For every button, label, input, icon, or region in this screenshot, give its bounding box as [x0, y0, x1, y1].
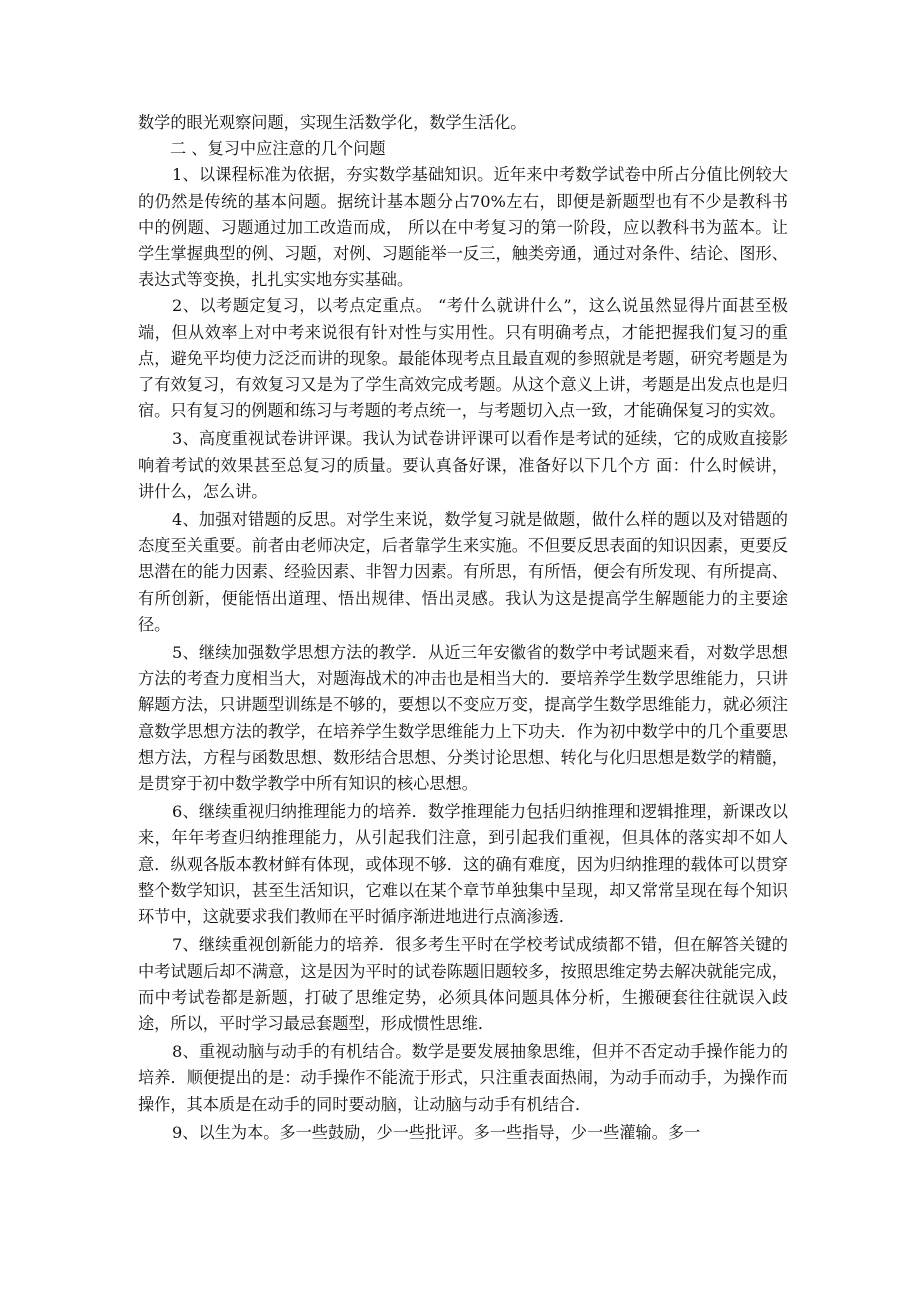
paragraph-item-4: 4、加强对错题的反思。对学生来说，数学复习就是做题，做什么样的题以及对错题的态度至关重要。前者由老师决定，后者靠学生来实施。不但要反思表面的知识因素，更要反思潜在的能力因素、经验因素、非智力因素。有所思，有所悟，便会有所发现、有所提高、有所创新，便能悟出道理、悟出规律、悟出灵感。我认为这是提高学生解题能力的主要途径。 [138, 510, 788, 634]
paragraph-item-5: 5、继续加强数学思想方法的教学．从近三年安徽省的数学中考试题来看，对数学思想方法的考查力度相当大，对题海战术的冲击也是相当大的．要培养学生数学思维能力，只讲解题方法，只讲题型训练是不够的，要想以不变应万变，提高学生数学思维能力，就必须注意数学思想方法的教学，在培养学生数学思维能力上下功夫．作为初中数学中的几个重要思想方法，方程与函数思想、数形结合思想、分类讨论思想、转化与化归思想是数学的精髓，是贯穿于初中数学教学中所有知识的核心思想。 [138, 643, 788, 794]
paragraph-item-8: 8、重视动脑与动手的有机结合。数学是要发展抽象思维，但并不否定动手操作能力的培养．顺便提出的是：动手操作不能流于形式，只注重表面热闹，为动手而动手，为操作而操作，其本质是在动手的同时要动脑，让动脑与动手有机结合． [138, 1042, 788, 1114]
section-heading: 二 、复习中应注意的几个问题 [170, 139, 386, 159]
paragraph-item-9: 9、以生为本。多一些鼓励，少一些批评。多一些指导，少一些灌输。多一 [172, 1122, 701, 1142]
paragraph-item-3: 3、高度重视试卷讲评课。我认为试卷讲评课可以看作是考试的延续，它的成败直接影响着考试的效果甚至总复习的质量。要认真备好课，准备好以下几个方 面：什么时候讲，讲什么，怎么讲。 [138, 429, 788, 501]
document-body [138, 110, 788, 1146]
paragraph-item-6: 6、继续重视归纳推理能力的培养．数学推理能力包括归纳推理和逻辑推理，新课改以来，年年考查归纳推理能力，从引起我们注意，到引起我们重视，但具体的落实却不如人意．纵观各版本教材鲜有体现，或体现不够．这的确有难度，因为归纳推理的载体可以贯穿整个数学知识，甚至生活知识，它难以在某个章节单独集中呈现，却又常常呈现在每个知识环节中，这就要求我们教师在平时循序渐进地进行点滴渗透． [138, 802, 788, 927]
paragraph-item-2: 2、以考题定复习，以考点定重点。 “考什么就讲什么”，这么说虽然显得片面甚至极端，但从效率上对中考来说很有针对性与实用性。只有明确考点，才能把握我们复习的重点，避免平均使力泛泛而讲的现象。最能体现考点且最直观的参照就是考题，研究考题是为了有效复习，有效复习又是为了学生高效完成考题。从这个意义上讲，考题是出发点也是归宿。只有复习的例题和练习与考题的考点统一，与考题切入点一致，才能确保复习的实效。 [138, 296, 788, 421]
paragraph-item-7: 7、继续重视创新能力的培养．很多考生平时在学校考试成绩都不错，但在解答关键的中考试题后却不满意，这是因为平时的试卷陈题旧题较多，按照思维定势去解决就能完成，而中考试卷都是新题，打破了思维定势，必须具体问题具体分析，生搬硬套往往就误入歧途，所以，平时学习最忌套题型，形成惯性思维． [138, 935, 788, 1033]
paragraph-item-1: 1、以课程标准为依据，夯实数学基础知识。近年来中考数学试卷中所占分值比例较大的仍然是传统的基本问题。据统计基本题分占70%左右，即便是新题型也有不少是教科书中的例题、习题通过加工改造而成， 所以在中考复习的第一阶段，应以教科书为蓝本。让学生掌握典型的例、习题，对例、习题能举一反三，触类旁通，通过对条件、结论、图形、表达式等变换，扎扎实实地夯实基础。 [138, 165, 788, 290]
paragraph-continuation: 数学的眼光观察问题，实现生活数学化，数学生活化。 [138, 113, 527, 132]
